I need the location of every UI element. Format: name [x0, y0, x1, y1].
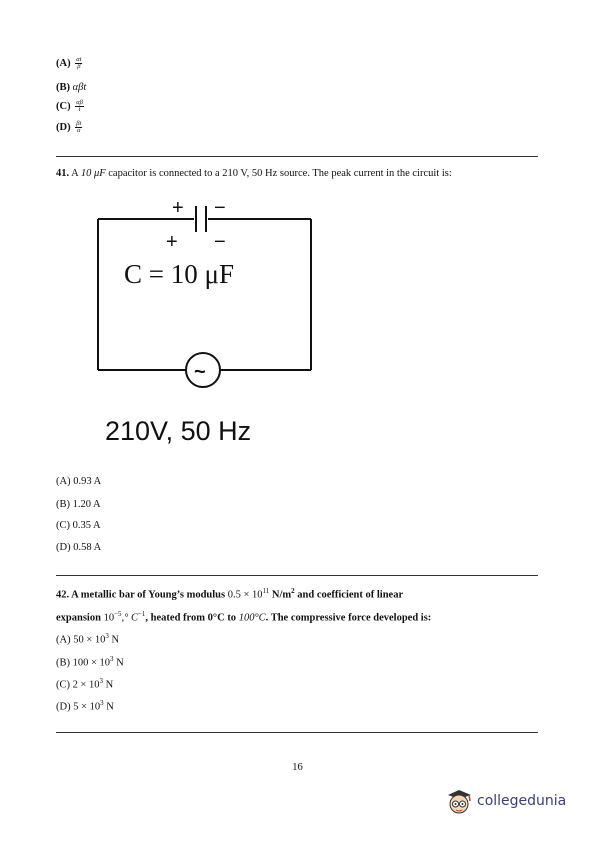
question-text: , heated from: [145, 612, 208, 624]
option-exponent: 3: [99, 677, 104, 685]
plus-sign: +: [166, 231, 178, 253]
capacitance-label: C = 10 μF: [124, 259, 234, 289]
option-label: (C): [56, 520, 70, 531]
question-42-line2: [56, 610, 431, 624]
question-text: to: [224, 612, 239, 624]
option-unit: N: [103, 679, 114, 691]
coefficient-unit: ,° C: [121, 612, 138, 624]
option-label: (D): [56, 701, 71, 713]
option-label: (C): [56, 679, 70, 691]
question-text: and coefficient of linear: [294, 589, 404, 601]
option-mantissa: 2 × 10: [72, 679, 100, 691]
coefficient-exponent: −5: [114, 610, 122, 618]
option-label: (D): [56, 542, 71, 553]
plus-sign-top: +: [172, 197, 184, 219]
option-label: (A): [56, 634, 71, 646]
q42-option-c: [56, 677, 113, 691]
option-label: (D): [56, 121, 71, 133]
divider: [56, 732, 538, 733]
denominator: t: [78, 106, 81, 113]
question-42-line1: [56, 587, 403, 601]
option-value: 0.35 A: [72, 520, 101, 531]
temperature-end: 100°C: [238, 612, 266, 624]
q41-option-c: [56, 520, 101, 531]
unit-exponent: 2: [291, 587, 295, 595]
numerator: βt: [76, 120, 82, 127]
option-label: (B): [56, 499, 70, 510]
coefficient-unit-exponent: −1: [137, 610, 146, 618]
mascot-icon: [444, 786, 474, 816]
modulus-mantissa: 0.5 × 10: [227, 589, 263, 601]
q42-option-b: [56, 655, 124, 669]
page-number: 16: [292, 762, 303, 773]
brand-name: collegedunia: [477, 793, 567, 809]
option-label: (B): [56, 657, 70, 669]
option-exponent: 3: [100, 699, 104, 707]
ac-symbol: ~: [194, 361, 206, 383]
modulus-exponent: 11: [262, 587, 270, 595]
question-number: 41.: [56, 168, 70, 179]
option-label: (B): [56, 82, 70, 93]
denominator: β: [77, 63, 81, 70]
option-expression: αβt: [72, 82, 87, 93]
option-value: 1.20 A: [72, 499, 101, 510]
question-text: A metallic bar of Young’s modulus: [71, 589, 228, 601]
option-exponent: 3: [105, 632, 109, 640]
option-exponent: 3: [110, 655, 114, 663]
brand-logo: [444, 786, 566, 816]
question-number: 42.: [56, 589, 70, 601]
question-text: capacitor is connected to a: [105, 168, 223, 179]
minus-sign-top: −: [214, 197, 226, 219]
source-spec: 210 V, 50 Hz: [222, 168, 278, 179]
denominator: α: [77, 127, 81, 134]
numerator: αβ: [76, 99, 83, 106]
q42-option-d: [56, 699, 114, 713]
question-text: expansion: [56, 612, 104, 624]
option-mantissa: 100 × 10: [72, 657, 111, 669]
option-mantissa: 5 × 10: [73, 701, 101, 713]
divider: [56, 575, 538, 576]
option-value: 0.93 A: [73, 476, 102, 487]
temperature-start: 0°C: [207, 612, 225, 624]
coefficient: 10: [103, 612, 115, 624]
numerator: αt: [76, 56, 82, 63]
option-label: (C): [56, 100, 71, 112]
option-unit: N: [108, 634, 120, 646]
q42-option-a: [56, 632, 119, 646]
capacitance: 10 μF: [80, 168, 106, 179]
q41-option-a: [56, 476, 101, 487]
option-label: (A): [56, 476, 71, 487]
question-text: A: [71, 168, 81, 179]
option-value: 0.58 A: [73, 542, 102, 553]
source-label: 210V, 50 Hz: [105, 416, 252, 446]
question-text: . The compressive force developed is:: [265, 612, 432, 624]
option-unit: N: [113, 657, 124, 669]
option-label: (A): [56, 57, 71, 69]
question-text: source. The peak current in the circuit is:: [277, 168, 452, 179]
q41-option-d: [56, 542, 101, 553]
question-text: N/m: [269, 589, 292, 601]
option-mantissa: 50 × 10: [73, 634, 106, 646]
minus-sign: −: [214, 231, 226, 253]
option-unit: N: [103, 701, 114, 713]
q41-option-b: [56, 499, 101, 510]
